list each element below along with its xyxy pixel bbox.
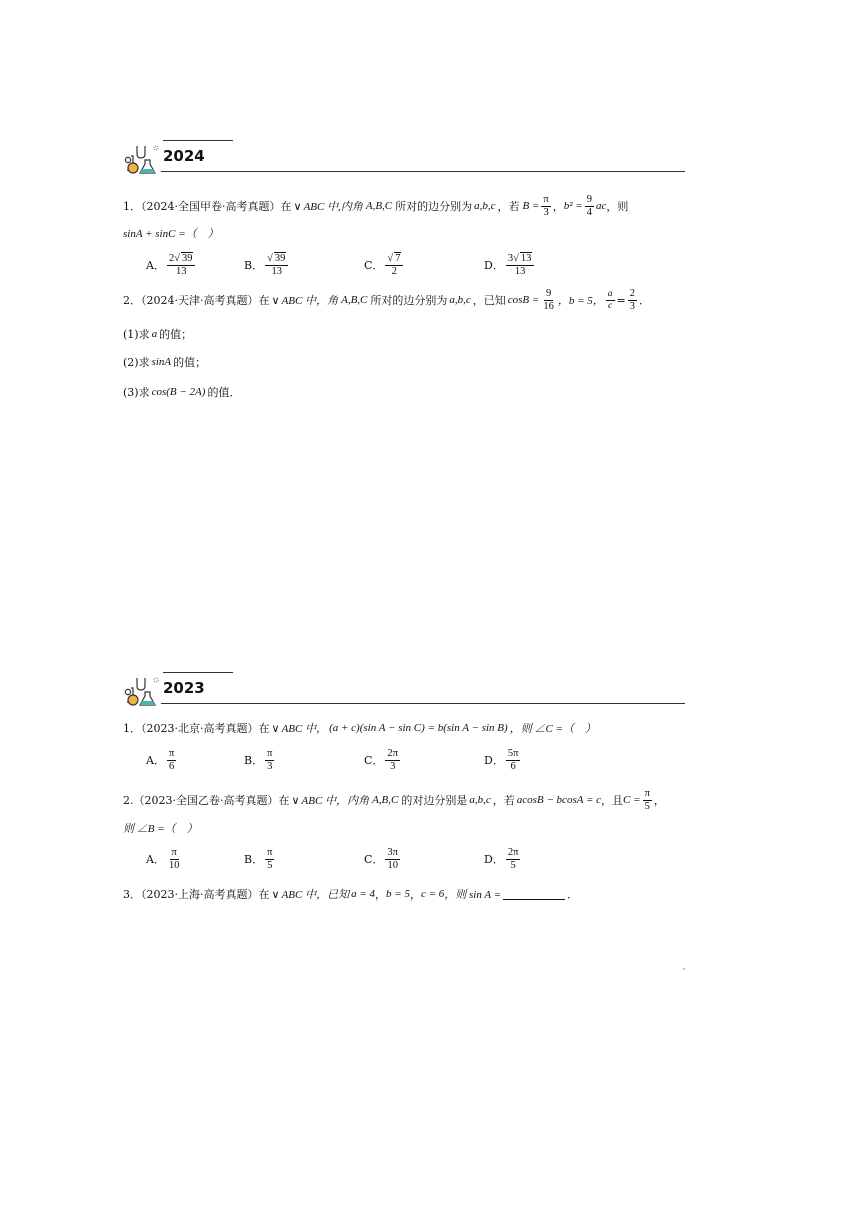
triangle-text: ABC 中，已知 [281, 889, 350, 901]
question-source: 3．（2023·上海·高考真题）在 [123, 888, 270, 901]
header-bottom-rule [161, 703, 685, 704]
triangle-symbol: ∨ [291, 793, 300, 807]
stem-text: ，则 sin A = [444, 889, 502, 901]
equation-text: B = [522, 200, 540, 213]
header-top-rule [163, 672, 233, 673]
option-a[interactable]: A． $\frac{\pi}{6}$ [146, 748, 175, 772]
stem-text: 所对的边分别为 [395, 200, 473, 214]
option-d[interactable]: D． $\frac{3√ 13}{13}$ [484, 252, 536, 277]
question-2023-1-stem [123, 720, 596, 736]
option-b[interactable]: B． $\frac{√ 39}{13}$ [244, 252, 290, 277]
question-source: 2．（2024·天津·高考真题）在 [123, 294, 270, 308]
chemistry-flask-icon [123, 140, 161, 176]
fraction: $\frac{\pi}{5}$ [644, 788, 650, 812]
stem-text: ，则 [606, 200, 629, 214]
header-top-rule [163, 140, 233, 141]
equation-text: ，b = 5， [557, 295, 604, 308]
equation-text: ac [595, 200, 607, 213]
fraction: $\frac{\pi}{5}$ [267, 847, 273, 871]
question-2024-1-line2 [123, 225, 219, 241]
subquestion-3: (3)求 cos(B − 2A) 的值． [123, 386, 241, 399]
fraction: $\frac{3\pi}{10}$ [387, 847, 398, 871]
fraction: $\frac{\pi}{6}$ [168, 748, 175, 772]
triangle-text: ABC 中，内角 [301, 795, 370, 808]
equation-text: b = 5 [386, 888, 410, 900]
sides-text: a,b,c [449, 294, 471, 307]
equation-text: a = 4 [351, 888, 376, 900]
fraction: $\frac{2\pi}{3}$ [387, 748, 398, 772]
stem-text: ，若 [497, 200, 520, 214]
equation-text: C = [623, 794, 641, 807]
fraction: $\frac{√ 39}{13}$ [265, 252, 288, 277]
fraction: $\frac{\pi}{3}$ [543, 194, 549, 218]
triangle-symbol: ∨ [271, 293, 280, 307]
triangle-symbol: ∨ [271, 721, 280, 735]
chemistry-flask-icon [123, 672, 161, 708]
option-b[interactable]: B． $\frac{\pi}{3}$ [244, 748, 273, 772]
fraction: $\frac{a}{c}$ [607, 289, 613, 311]
equation-text: cosB = [507, 294, 540, 307]
fraction: $\frac{2√ 39}{13}$ [167, 252, 196, 277]
fraction: $\frac{3√ 13}{13}$ [506, 252, 535, 277]
equation-text: sinA + sinC =（ ） [123, 228, 219, 240]
equation-text: (a + c)(sin A − sin C) = b(sin A − sin B) [329, 722, 508, 734]
question-2023-3-stem: 3．（2023·上海·高考真题）在 ∨ ABC 中，已知 a = 4 ， b = 5 ， c = 6 ，则 sin A = ． [123, 887, 579, 901]
equation-text: acosB − bcosA = c [516, 794, 602, 807]
stem-text: 的对边分别是 [401, 794, 468, 808]
stem-text: ，已知 [472, 294, 506, 308]
question-2024-1-stem: 1．（2024·全国甲卷·高考真题）在 ∨ ABC 中,内角 A,B,C 所对的边分别为 a,b,c ，若 B = $\frac{\pi}{3}$ ， b² = $\frac{9}{4}$ ac ，则 [123, 194, 629, 218]
triangle-text: ABC 中，角 [281, 295, 339, 308]
angles-text: A,B,C [372, 794, 399, 807]
header-bottom-rule [161, 171, 685, 172]
stray-mark: ˜ [682, 968, 686, 977]
subquestion-2: (2)求 sinA 的值； [123, 356, 207, 369]
stem-text: 所对的边分别为 [370, 294, 448, 308]
option-c[interactable]: C． $\frac{3\pi}{10}$ [364, 847, 398, 871]
section-header-2023 [123, 672, 685, 712]
section-header-2024 [123, 140, 685, 180]
fraction: $\frac{2\pi}{5}$ [507, 847, 519, 871]
question-2024-2-stem: 2．（2024·天津·高考真题）在 ∨ ABC 中，角 A,B,C 所对的边分别为 a,b,c ，已知 cosB = $\frac{9}{16}$ ，b = 5， $\frac{a}{c}$ = $\frac{2}{3}$ ． [123, 288, 650, 312]
answer-blank[interactable] [503, 889, 565, 900]
angles-text: A,B,C [341, 294, 368, 307]
stem-text: ，若 [492, 794, 515, 808]
triangle-symbol: ∨ [271, 887, 280, 901]
triangle-text: ABC 中， [281, 723, 328, 735]
option-a[interactable]: A． $\frac{\pi}{10}$ [146, 847, 180, 871]
option-a[interactable]: A． $\frac{2√ 39}{13}$ [146, 252, 197, 277]
stem-text: ，则 ∠C =（ ） [509, 723, 596, 735]
sides-text: a,b,c [469, 794, 491, 807]
question-source: 1．（2024·全国甲卷·高考真题）在 [123, 200, 292, 214]
option-b[interactable]: B． $\frac{\pi}{5}$ [244, 847, 273, 871]
angles-text: A,B,C [365, 200, 393, 213]
question-source: 1．（2023·北京·高考真题）在 [123, 722, 270, 735]
section-year: 2024 [163, 147, 205, 165]
fraction: $\frac{2}{3}$ [629, 288, 635, 312]
fraction: $\frac{9}{16}$ [543, 288, 554, 312]
fraction: $\frac{\pi}{10}$ [168, 847, 180, 871]
triangle-symbol: ∨ [293, 199, 302, 213]
option-d[interactable]: D． $\frac{2\pi}{5}$ [484, 847, 519, 871]
question-source: 2.（2023·全国乙卷·高考真题）在 [123, 794, 290, 808]
option-d[interactable]: D． $\frac{5\pi}{6}$ [484, 748, 519, 772]
fraction: $\frac{√ 7}{2}$ [385, 252, 403, 277]
question-2023-2-stem: 2.（2023·全国乙卷·高考真题）在 ∨ ABC 中，内角 A,B,C 的对边分别是 a,b,c ，若 acosB − bcosA = c ，且 C = $\frac{\pi}{5}$ ， [123, 788, 665, 812]
question-2023-2-line2 [123, 820, 198, 836]
fraction: $\frac{9}{4}$ [586, 194, 592, 218]
stem-text: 则 ∠B =（ ） [123, 823, 198, 835]
section-year: 2023 [163, 679, 205, 697]
equation-text: b² = [563, 200, 583, 213]
fraction: $\frac{\pi}{3}$ [267, 748, 273, 772]
option-c[interactable]: C． $\frac{2\pi}{3}$ [364, 748, 398, 772]
stem-text: ，且 [601, 794, 624, 808]
fraction: $\frac{5\pi}{6}$ [507, 748, 519, 772]
equation-text: c = 6 [420, 888, 445, 900]
sides-text: a,b,c [474, 200, 496, 213]
triangle-text: ABC 中,内角 [303, 201, 363, 214]
option-c[interactable]: C． $\frac{√ 7}{2}$ [364, 252, 405, 277]
subquestion-1: (1)求 a 的值； [123, 328, 193, 341]
